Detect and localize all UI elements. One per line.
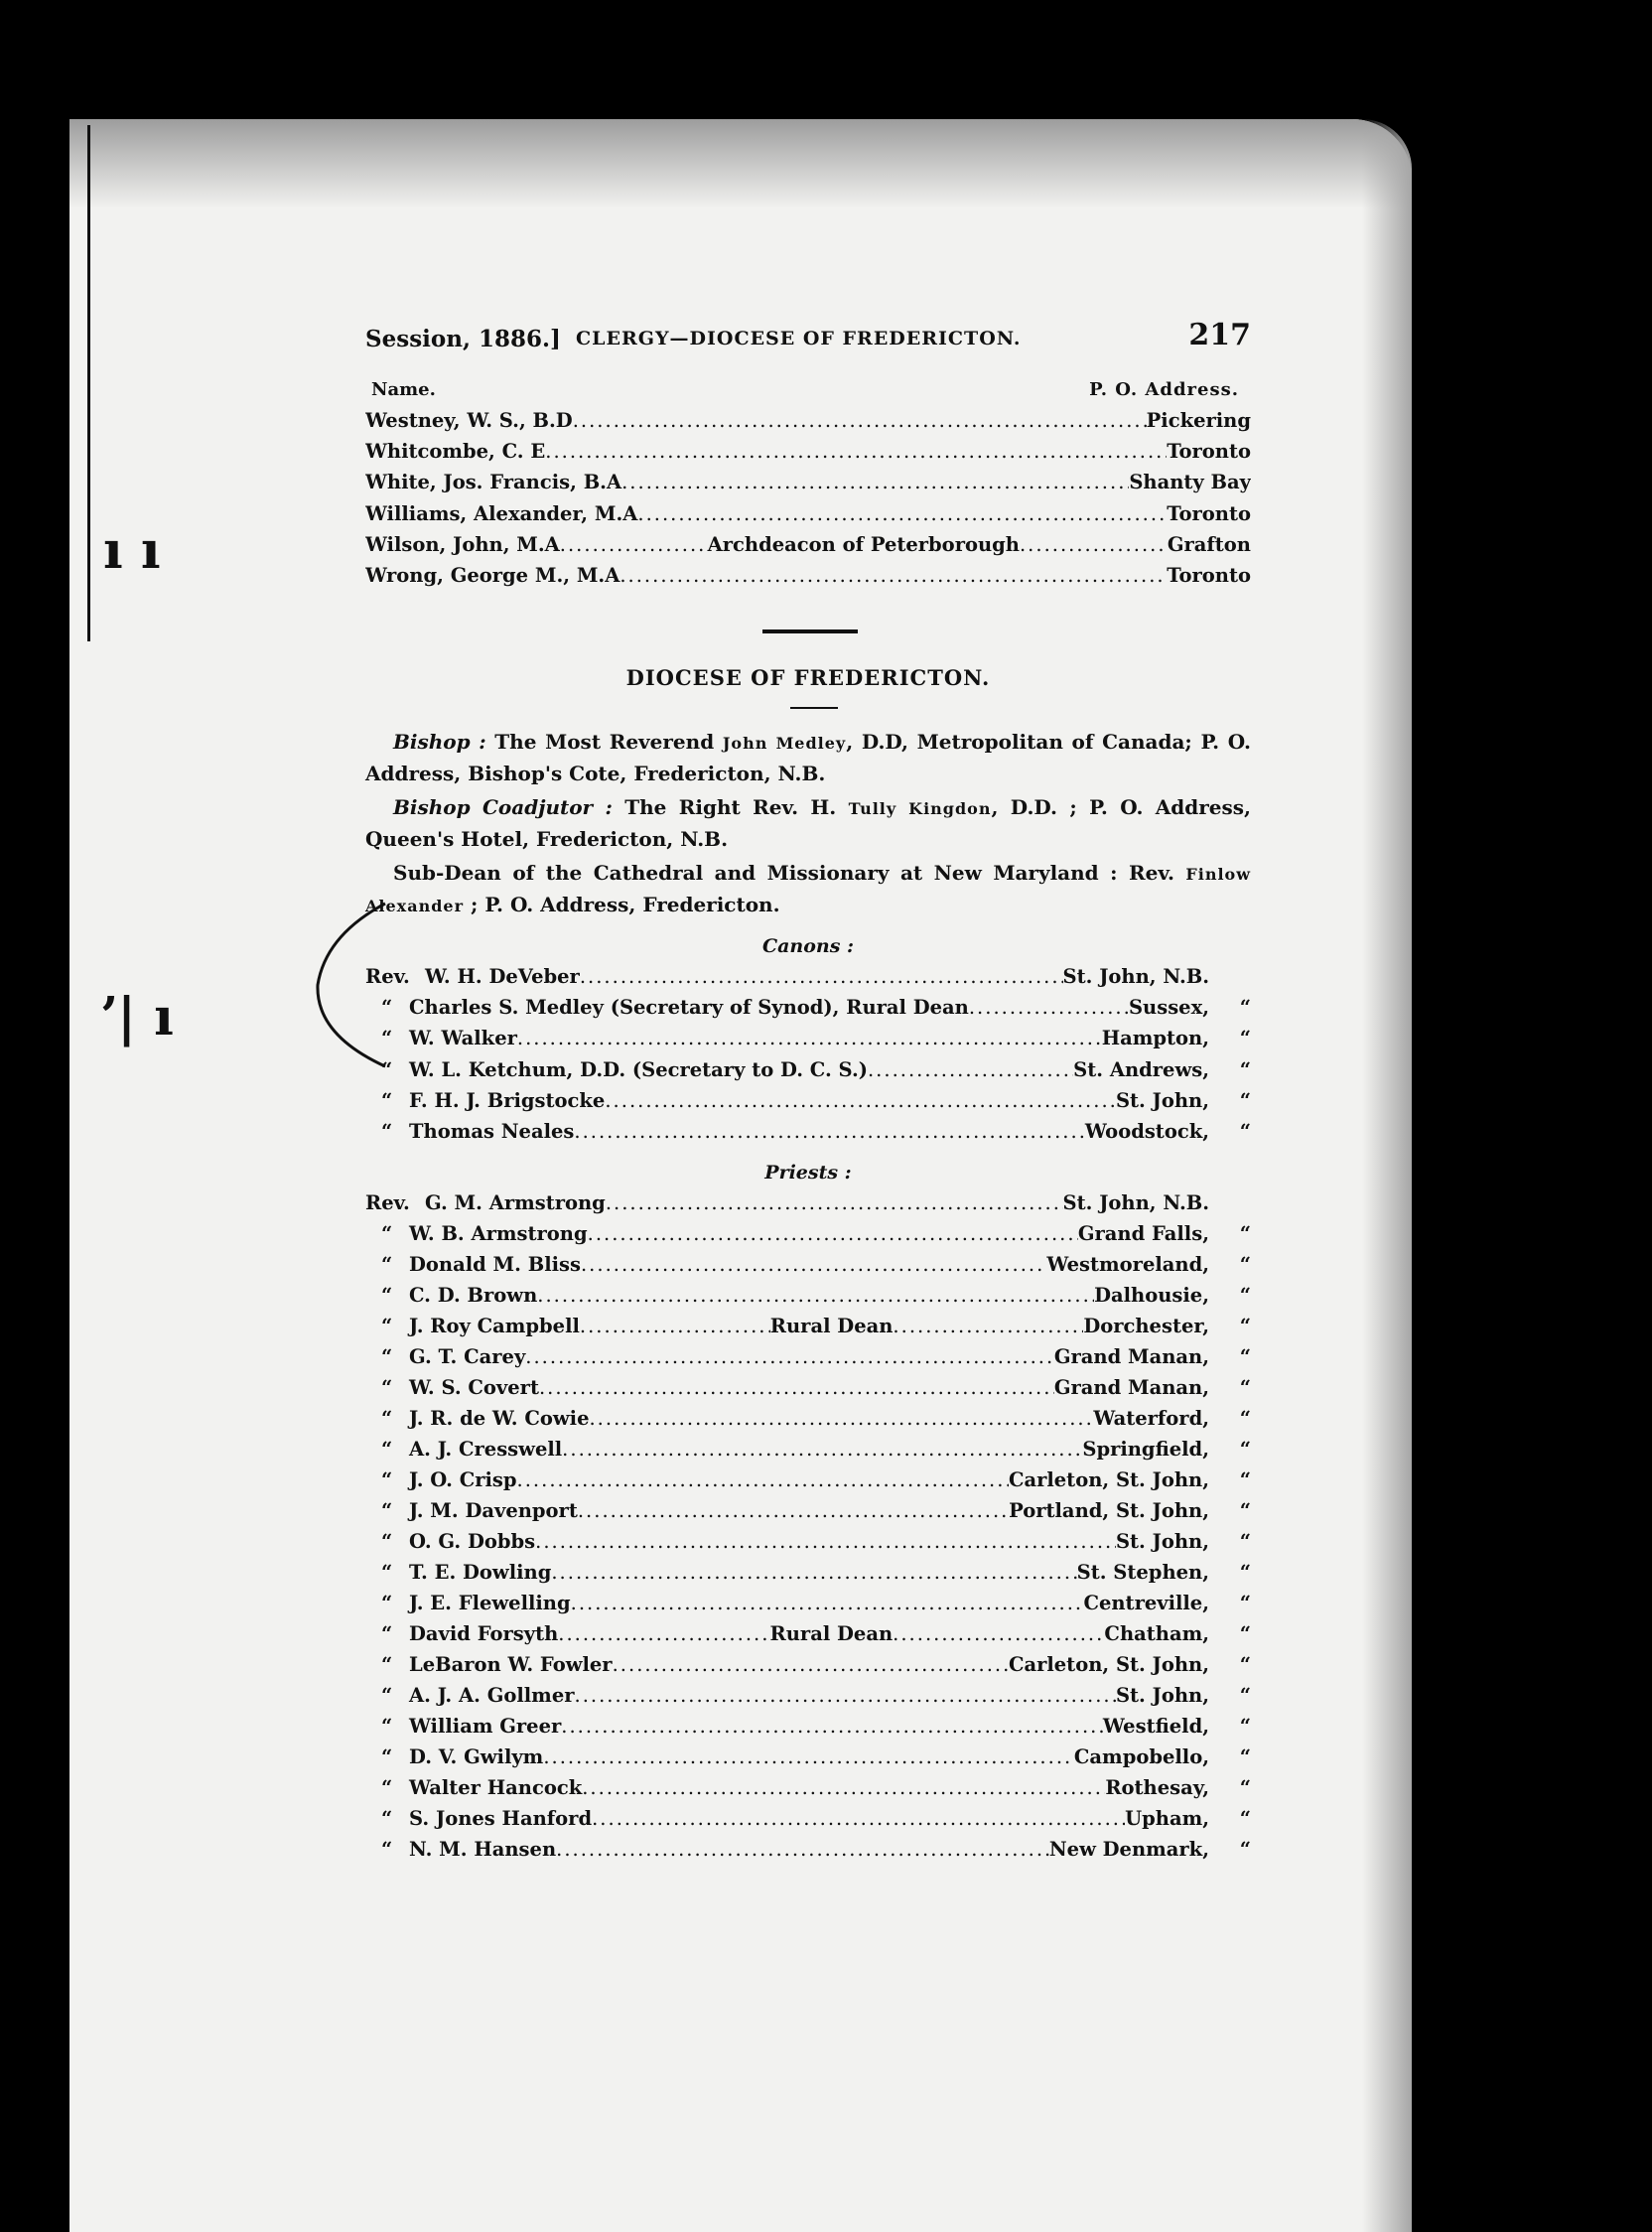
list-row bbox=[365, 996, 1251, 1027]
section-divider bbox=[762, 629, 858, 633]
leader-dots bbox=[560, 533, 708, 556]
ditto-mark: “ bbox=[1239, 1407, 1251, 1430]
list-row bbox=[365, 1838, 1251, 1869]
entry-prefix: “ bbox=[381, 1499, 393, 1522]
subdean-first-name: Finlow bbox=[1185, 865, 1251, 884]
leader-dots bbox=[582, 1776, 1105, 1799]
list-row bbox=[365, 533, 1251, 564]
post-office-address: Toronto bbox=[1167, 564, 1251, 587]
ditto-mark: “ bbox=[1239, 1807, 1251, 1830]
coadjutor-paragraph bbox=[365, 792, 1251, 855]
list-row bbox=[365, 409, 1251, 440]
post-office-address: Westfield, bbox=[1102, 1715, 1209, 1738]
coadjutor-label: Bishop Coadjutor : bbox=[393, 795, 613, 819]
post-office-address: Centreville, bbox=[1083, 1592, 1209, 1614]
post-office-address: Waterford, bbox=[1093, 1407, 1209, 1430]
leader-dots bbox=[517, 1027, 1102, 1049]
priests-heading: Priests : bbox=[764, 1162, 852, 1184]
leader-dots bbox=[620, 564, 1167, 587]
post-office-address: Woodstock, bbox=[1084, 1120, 1209, 1143]
leader-dots bbox=[573, 409, 1147, 432]
list-row bbox=[365, 1776, 1251, 1807]
ditto-mark: “ bbox=[1239, 1715, 1251, 1738]
leader-dots bbox=[605, 1089, 1116, 1112]
entry-prefix: “ bbox=[381, 1807, 393, 1830]
post-office-address: Rothesay, bbox=[1105, 1776, 1209, 1799]
entry-prefix: “ bbox=[381, 1222, 393, 1245]
post-office-address: Carleton, St. John, bbox=[1008, 1653, 1209, 1676]
list-row bbox=[365, 1622, 1251, 1653]
post-office-address: Westmoreland, bbox=[1046, 1253, 1209, 1276]
leader-dots bbox=[539, 1376, 1054, 1399]
entry-prefix: “ bbox=[381, 1315, 393, 1337]
address-column-heading: P. O. Address. bbox=[1089, 379, 1239, 400]
entry-prefix: “ bbox=[381, 1838, 393, 1861]
clergy-name: W. H. DeVeber bbox=[425, 965, 580, 988]
clergy-name: Whitcombe, C. E bbox=[365, 440, 546, 464]
ditto-mark: “ bbox=[1239, 1057, 1251, 1081]
list-row bbox=[365, 1222, 1251, 1253]
list-row bbox=[365, 1191, 1251, 1222]
entry-prefix: “ bbox=[381, 1622, 393, 1645]
clergy-name: G. T. Carey bbox=[409, 1345, 526, 1368]
list-row bbox=[365, 1745, 1251, 1776]
leader-dots bbox=[561, 1715, 1103, 1738]
clergy-name: Donald M. Bliss bbox=[409, 1253, 581, 1276]
leader-dots bbox=[606, 1191, 1063, 1214]
post-office-address: St. John, bbox=[1115, 1530, 1209, 1553]
entry-prefix: “ bbox=[381, 1468, 393, 1491]
entry-prefix: “ bbox=[381, 1776, 393, 1799]
list-row bbox=[365, 1684, 1251, 1715]
ditto-mark: “ bbox=[1239, 1438, 1251, 1461]
name-column-heading: Name. bbox=[371, 379, 436, 400]
post-office-address: St. John, N.B. bbox=[1062, 965, 1209, 988]
clergy-name: N. M. Hansen bbox=[409, 1838, 557, 1861]
leader-dots bbox=[517, 1468, 1009, 1491]
leader-dots bbox=[558, 1622, 769, 1645]
leader-dots bbox=[545, 440, 1167, 463]
clergy-name: T. E. Dowling bbox=[409, 1561, 552, 1584]
clergy-name: Walter Hancock bbox=[409, 1776, 583, 1799]
post-office-address: Hampton, bbox=[1101, 1027, 1209, 1050]
clergy-name: A. J. A. Gollmer bbox=[409, 1684, 575, 1707]
post-office-address: Toronto bbox=[1167, 440, 1251, 464]
leader-dots bbox=[613, 1653, 1009, 1676]
clergy-name: Wilson, John, M.A bbox=[365, 532, 560, 556]
entry-prefix: “ bbox=[381, 1088, 393, 1112]
title-rule bbox=[790, 707, 838, 709]
coadjutor-name: Tully Kingdon bbox=[848, 799, 992, 818]
leader-dots bbox=[535, 1530, 1116, 1553]
margin-mark: ı ı bbox=[103, 520, 161, 581]
list-row bbox=[365, 1807, 1251, 1838]
clergy-name: White, Jos. Francis, B.A bbox=[365, 471, 622, 494]
leader-dots bbox=[578, 1499, 1009, 1522]
post-office-address: Upham, bbox=[1125, 1807, 1209, 1830]
post-office-address: Grand Falls, bbox=[1077, 1222, 1209, 1245]
entry-prefix: “ bbox=[381, 1284, 393, 1307]
clergy-office: Rural Dean bbox=[769, 1315, 894, 1337]
clergy-name: W. L. Ketchum, D.D. (Secretary to D. C. S.) bbox=[409, 1057, 868, 1081]
leader-dots bbox=[893, 1622, 1104, 1645]
bishop-name: John Medley bbox=[722, 734, 847, 753]
leader-dots bbox=[893, 1315, 1083, 1337]
clergy-name: D. V. Gwilym bbox=[409, 1745, 544, 1768]
bishop-paragraph bbox=[365, 727, 1251, 789]
entry-prefix: “ bbox=[381, 1407, 393, 1430]
list-row bbox=[365, 1253, 1251, 1284]
ditto-mark: “ bbox=[1239, 1530, 1251, 1553]
leader-dots bbox=[621, 471, 1129, 493]
leader-dots bbox=[537, 1284, 1094, 1307]
clergy-name: W. S. Covert bbox=[409, 1376, 539, 1399]
post-office-address: Campobello, bbox=[1073, 1745, 1209, 1768]
clergy-office: Rural Dean bbox=[769, 1622, 894, 1645]
list-row bbox=[365, 1345, 1251, 1376]
running-title: CLERGY—DIOCESE OF FREDERICTON. bbox=[576, 328, 1022, 349]
ditto-mark: “ bbox=[1239, 1776, 1251, 1799]
post-office-address: Shanty Bay bbox=[1129, 471, 1251, 494]
post-office-address: Chatham, bbox=[1104, 1622, 1209, 1645]
ditto-mark: “ bbox=[1239, 1684, 1251, 1707]
leader-dots bbox=[868, 1058, 1073, 1081]
ditto-mark: “ bbox=[1239, 1027, 1251, 1050]
page-shadow-right bbox=[1362, 119, 1412, 2232]
list-row bbox=[365, 1407, 1251, 1438]
entry-prefix: “ bbox=[381, 1530, 393, 1553]
post-office-address: Pickering bbox=[1146, 409, 1251, 432]
ditto-mark: “ bbox=[1239, 1745, 1251, 1768]
post-office-address: Sussex, bbox=[1128, 996, 1209, 1020]
list-row bbox=[365, 1376, 1251, 1407]
leader-dots bbox=[969, 996, 1129, 1019]
post-office-address: New Denmark, bbox=[1048, 1838, 1209, 1861]
leader-dots bbox=[580, 1315, 770, 1337]
entry-prefix: “ bbox=[381, 1592, 393, 1614]
session-label: Session, 1886.] bbox=[365, 326, 561, 352]
post-office-address: Grafton bbox=[1167, 532, 1251, 556]
subdean-address: ; P. O. Address, Fredericton. bbox=[464, 893, 780, 916]
clergy-name: S. Jones Hanford bbox=[409, 1807, 593, 1830]
entry-prefix: “ bbox=[381, 1561, 393, 1584]
post-office-address: Dorchester, bbox=[1083, 1315, 1209, 1337]
list-row bbox=[365, 1058, 1251, 1089]
ditto-mark: “ bbox=[1239, 1253, 1251, 1276]
clergy-name: J. R. de W. Cowie bbox=[409, 1407, 590, 1430]
ditto-mark: “ bbox=[1239, 1622, 1251, 1645]
clergy-name: LeBaron W. Fowler bbox=[409, 1653, 613, 1676]
clergy-name: Williams, Alexander, M.A bbox=[365, 501, 638, 525]
leader-dots bbox=[592, 1807, 1125, 1830]
post-office-address: Grand Manan, bbox=[1053, 1376, 1209, 1399]
ditto-mark: “ bbox=[1239, 1468, 1251, 1491]
leader-dots bbox=[1020, 533, 1168, 556]
clergy-name: David Forsyth bbox=[409, 1622, 559, 1645]
list-row bbox=[365, 1468, 1251, 1499]
list-row bbox=[365, 440, 1251, 471]
running-header bbox=[365, 318, 1251, 357]
leader-dots bbox=[525, 1345, 1054, 1368]
clergy-name: J. E. Flewelling bbox=[409, 1592, 571, 1614]
ditto-mark: “ bbox=[1239, 1561, 1251, 1584]
bishop-label: Bishop : bbox=[393, 730, 486, 754]
clergy-name: G. M. Armstrong bbox=[425, 1191, 606, 1214]
margin-mark: ʼ| ı bbox=[99, 987, 174, 1047]
clergy-office: Archdeacon of Peterborough bbox=[707, 532, 1020, 556]
subdean-text: Sub-Dean of the Cathedral and Missionary at New Maryland : Rev. bbox=[393, 861, 1186, 885]
clergy-name: J. Roy Campbell bbox=[409, 1315, 580, 1337]
list-row bbox=[365, 1438, 1251, 1468]
clergy-name: William Greer bbox=[409, 1715, 562, 1738]
ditto-mark: “ bbox=[1239, 1653, 1251, 1676]
entry-prefix: Rev. bbox=[365, 1191, 410, 1214]
coadjutor-address: , D.D. ; P. O. Address, Queen's Hotel, Fredericton, N.B. bbox=[365, 795, 1252, 851]
entry-prefix: “ bbox=[381, 1376, 393, 1399]
clergy-name: F. H. J. Brigstocke bbox=[409, 1088, 606, 1112]
clergy-name: O. G. Dobbs bbox=[409, 1530, 536, 1553]
ditto-mark: “ bbox=[1239, 1120, 1251, 1143]
entry-prefix: “ bbox=[381, 1027, 393, 1050]
leader-dots bbox=[571, 1592, 1084, 1614]
post-office-address: St. Andrews, bbox=[1073, 1057, 1209, 1081]
post-office-address: Grand Manan, bbox=[1053, 1345, 1209, 1368]
entry-prefix: “ bbox=[381, 1253, 393, 1276]
ditto-mark: “ bbox=[1239, 1592, 1251, 1614]
post-office-address: Toronto bbox=[1167, 501, 1251, 525]
post-office-address: St. John, bbox=[1115, 1684, 1209, 1707]
entry-prefix: “ bbox=[381, 1684, 393, 1707]
entry-prefix: “ bbox=[381, 1745, 393, 1768]
list-row bbox=[365, 1315, 1251, 1345]
ditto-mark: “ bbox=[1239, 1376, 1251, 1399]
subdean-surname: Alexander bbox=[365, 897, 465, 915]
clergy-name: Charles S. Medley (Secretary of Synod), Rural Dean bbox=[409, 996, 969, 1020]
bishop-address: , D.D, Metropolitan of Canada; P. O. Address, Bishop's Cote, Fredericton, N.B. bbox=[365, 730, 1251, 785]
ditto-mark: “ bbox=[1239, 1315, 1251, 1337]
diocese-title: DIOCESE OF FREDERICTON. bbox=[625, 665, 991, 690]
list-row bbox=[365, 1027, 1251, 1057]
leader-dots bbox=[589, 1407, 1093, 1430]
leader-dots bbox=[543, 1745, 1074, 1768]
list-row bbox=[365, 1592, 1251, 1622]
subdean-paragraph bbox=[365, 858, 1251, 921]
page-shadow-top bbox=[69, 119, 1412, 209]
column-headings bbox=[365, 379, 1251, 407]
clergy-name: Thomas Neales bbox=[409, 1120, 575, 1143]
post-office-address: St. Stephen, bbox=[1076, 1561, 1209, 1584]
entry-prefix: “ bbox=[381, 996, 393, 1020]
list-row bbox=[365, 502, 1251, 533]
leader-dots bbox=[551, 1561, 1076, 1584]
entry-prefix: Rev. bbox=[365, 965, 410, 988]
ditto-mark: “ bbox=[1239, 1838, 1251, 1861]
ditto-mark: “ bbox=[1239, 1284, 1251, 1307]
page-number: 217 bbox=[1188, 318, 1251, 352]
list-row bbox=[365, 1715, 1251, 1745]
list-row bbox=[365, 965, 1251, 996]
clergy-name: J. M. Davenport bbox=[409, 1499, 578, 1522]
leader-dots bbox=[637, 502, 1167, 525]
post-office-address: St. John, N.B. bbox=[1062, 1191, 1209, 1214]
canons-heading: Canons : bbox=[761, 935, 855, 957]
list-row bbox=[365, 1530, 1251, 1561]
entry-prefix: “ bbox=[381, 1120, 393, 1143]
post-office-address: Carleton, St. John, bbox=[1008, 1468, 1209, 1491]
clergy-name: C. D. Brown bbox=[409, 1284, 538, 1307]
entry-prefix: “ bbox=[381, 1653, 393, 1676]
list-row bbox=[365, 1089, 1251, 1120]
leader-dots bbox=[556, 1838, 1049, 1861]
post-office-address: Dalhousie, bbox=[1094, 1284, 1209, 1307]
ditto-mark: “ bbox=[1239, 1222, 1251, 1245]
list-row bbox=[365, 471, 1251, 501]
ditto-mark: “ bbox=[1239, 1088, 1251, 1112]
entry-prefix: “ bbox=[381, 1715, 393, 1738]
leader-dots bbox=[574, 1120, 1084, 1143]
list-row bbox=[365, 1561, 1251, 1592]
list-row bbox=[365, 1120, 1251, 1151]
leader-dots bbox=[580, 965, 1063, 988]
leader-dots bbox=[562, 1438, 1082, 1461]
clergy-name: W. B. Armstrong bbox=[409, 1222, 588, 1245]
entry-prefix: “ bbox=[381, 1438, 393, 1461]
leader-dots bbox=[575, 1684, 1116, 1707]
list-row bbox=[365, 1499, 1251, 1530]
post-office-address: St. John, bbox=[1115, 1088, 1209, 1112]
post-office-address: Portland, St. John, bbox=[1009, 1499, 1209, 1522]
clergy-name: Westney, W. S., B.D bbox=[365, 409, 573, 432]
leader-dots bbox=[588, 1222, 1078, 1245]
entry-prefix: “ bbox=[381, 1057, 393, 1081]
clergy-name: W. Walker bbox=[409, 1027, 517, 1050]
clergy-name: A. J. Cresswell bbox=[409, 1438, 563, 1461]
leader-dots bbox=[581, 1253, 1046, 1276]
list-row bbox=[365, 1653, 1251, 1684]
binding-mark bbox=[87, 125, 90, 641]
ditto-mark: “ bbox=[1239, 996, 1251, 1020]
ditto-mark: “ bbox=[1239, 1345, 1251, 1368]
post-office-address: Springfield, bbox=[1082, 1438, 1209, 1461]
clergy-name: J. O. Crisp bbox=[409, 1468, 517, 1491]
coadjutor-text: The Right Rev. H. bbox=[612, 795, 849, 819]
ditto-mark: “ bbox=[1239, 1499, 1251, 1522]
entry-prefix: “ bbox=[381, 1345, 393, 1368]
list-row bbox=[365, 564, 1251, 595]
list-row bbox=[365, 1284, 1251, 1315]
bishop-text: The Most Reverend bbox=[485, 730, 723, 754]
clergy-name: Wrong, George M., M.A bbox=[365, 564, 620, 587]
